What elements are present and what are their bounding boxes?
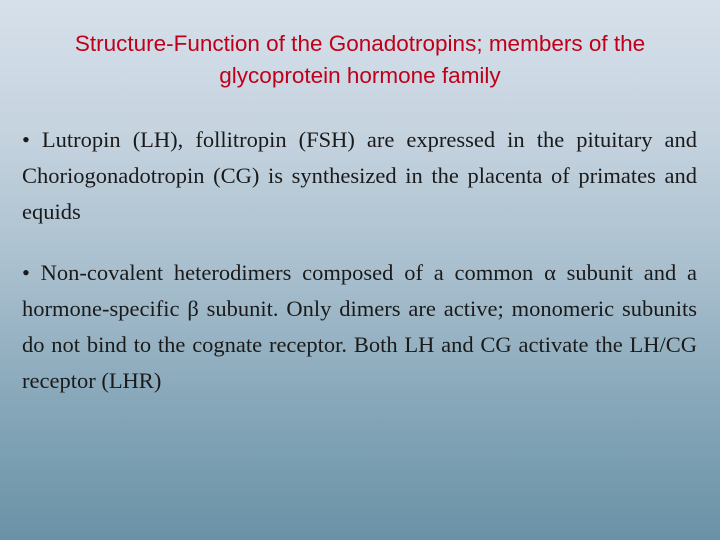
slide-title: Structure-Function of the Gonadotropins; members of the glycoprotein hormone family	[74, 31, 646, 88]
bullet-point-2: • Non-covalent heterodimers composed of a common α subunit and a hormone-specific β subunit. Only dimers are active; monomeric subunits do not bind to the cognate receptor. Both LH and CG activate the LH/CG receptor (LHR)	[22, 260, 697, 393]
bullet-point-1: • Lutropin (LH), follitropin (FSH) are expressed in the pituitary and Choriogonadotropin (CG) is synthesized in the placenta of primates and equids	[22, 127, 697, 224]
